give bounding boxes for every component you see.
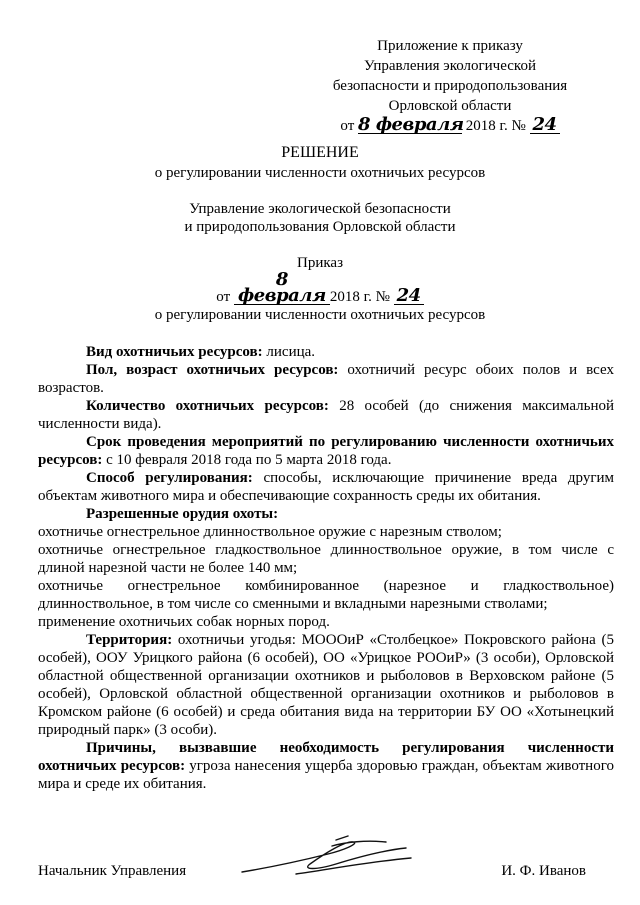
order-date-handwritten: 8 февраля — [234, 272, 330, 305]
species-label: Вид охотничьих ресурсов: — [86, 344, 263, 360]
handwritten-signature-image — [236, 832, 436, 884]
method-value: способы, исключающие причинение вреда другим объектам животного мира и обеспечивающие сохранность среды их обитания. — [38, 470, 614, 504]
order-number-handwritten: 24 — [394, 288, 424, 305]
territory-label: Территория: — [86, 632, 173, 648]
method-paragraph — [38, 469, 614, 505]
decision-subtitle: о регулировании численности охотничьих ресурсов — [154, 165, 486, 181]
order-date-prefix: от — [216, 289, 231, 305]
appendix-date — [300, 116, 600, 136]
quantity-value: 28 особей (до снижения максимальной численности вида). — [38, 398, 614, 432]
tools-item-3: охотничье огнестрельное комбинированное (нарезное и гладкоствольное) длинноствольное, в том числе со сменными и вкладными нарезными стволами; — [38, 578, 614, 612]
sexage-paragraph — [38, 361, 614, 397]
quantity-paragraph — [38, 397, 614, 433]
appendix-line-2: Управления экологической — [364, 58, 536, 74]
tools-label-paragraph — [38, 505, 614, 523]
territory-value: охотничьи угодья: МОООиР «Столбецкое» Покровского района (5 особей), ООУ Урицкого района (6 особей), ОО «Урицкое РООиР» (3 особи), Орловской областной общественной организации охотников и рыболовов в Верховском районе (5 особей), Орловской областной общественной организации охотников и рыболовов в Кромском районе (6 особей) и среда обитания вида на территории БУ ОО «Хотынецкий природный парк» (3 особи). — [38, 632, 614, 738]
term-value: с 10 февраля 2018 года по 5 марта 2018 года. — [102, 452, 392, 468]
decision-title: РЕШЕНИЕ — [281, 144, 359, 161]
appendix-date-year: 2018 г. № — [465, 118, 526, 134]
appendix-date-prefix: от — [340, 118, 355, 134]
order-date-year: 2018 г. № — [329, 289, 390, 305]
org-line-1: Управление экологической безопасности — [189, 201, 451, 217]
org-line-2: и природопользования Орловской области — [184, 219, 456, 235]
decision-body — [38, 343, 614, 793]
appendix-line-1: Приложение к приказу — [377, 38, 523, 54]
appendix-line-3: безопасности и природопользования — [332, 78, 568, 94]
reasons-value: угроза нанесения ущерба здоровью граждан, объектам животного мира и среде их обитания. — [38, 758, 614, 792]
appendix-block — [300, 36, 600, 136]
sexage-label: Пол, возраст охотничьих ресурсов: — [86, 362, 339, 378]
signatory-name: И. Ф. Иванов — [501, 863, 586, 879]
order-subject: о регулировании численности охотничьих ресурсов — [154, 307, 486, 323]
species-value: лисица. — [262, 344, 316, 360]
appendix-line-4: Орловской области — [388, 98, 512, 114]
territory-paragraph — [38, 631, 614, 739]
quantity-label: Количество охотничьих ресурсов: — [86, 398, 329, 414]
appendix-number-handwritten: 24 — [530, 117, 560, 134]
method-label: Способ регулирования: — [86, 470, 253, 486]
sexage-value: охотничий ресурс обоих полов и всех возрастов. — [38, 362, 614, 396]
tools-item-2: охотничье огнестрельное гладкоствольное длинноствольное оружие, в том числе с длиной нарезной части не более 140 мм; — [38, 542, 614, 576]
species-paragraph — [38, 343, 614, 361]
tools-label: Разрешенные орудия охоты: — [86, 506, 279, 522]
reasons-label: Причины, вызвавшие необходимость регулирования численности охотничьих ресурсов: — [38, 740, 614, 774]
tools-item-4: применение охотничьих собак норных пород. — [38, 614, 330, 630]
order-title: Приказ — [296, 255, 343, 271]
term-paragraph — [38, 433, 614, 469]
term-label: Срок проведения мероприятий по регулированию численности охотничьих ресурсов: — [38, 434, 614, 468]
signatory-position: Начальник Управления — [38, 863, 187, 879]
appendix-date-handwritten: 8 февраля — [358, 114, 464, 135]
tools-item-1: охотничье огнестрельное длинноствольное оружие с нарезным стволом; — [38, 524, 502, 540]
order-date — [0, 269, 640, 306]
reasons-paragraph — [38, 739, 614, 793]
